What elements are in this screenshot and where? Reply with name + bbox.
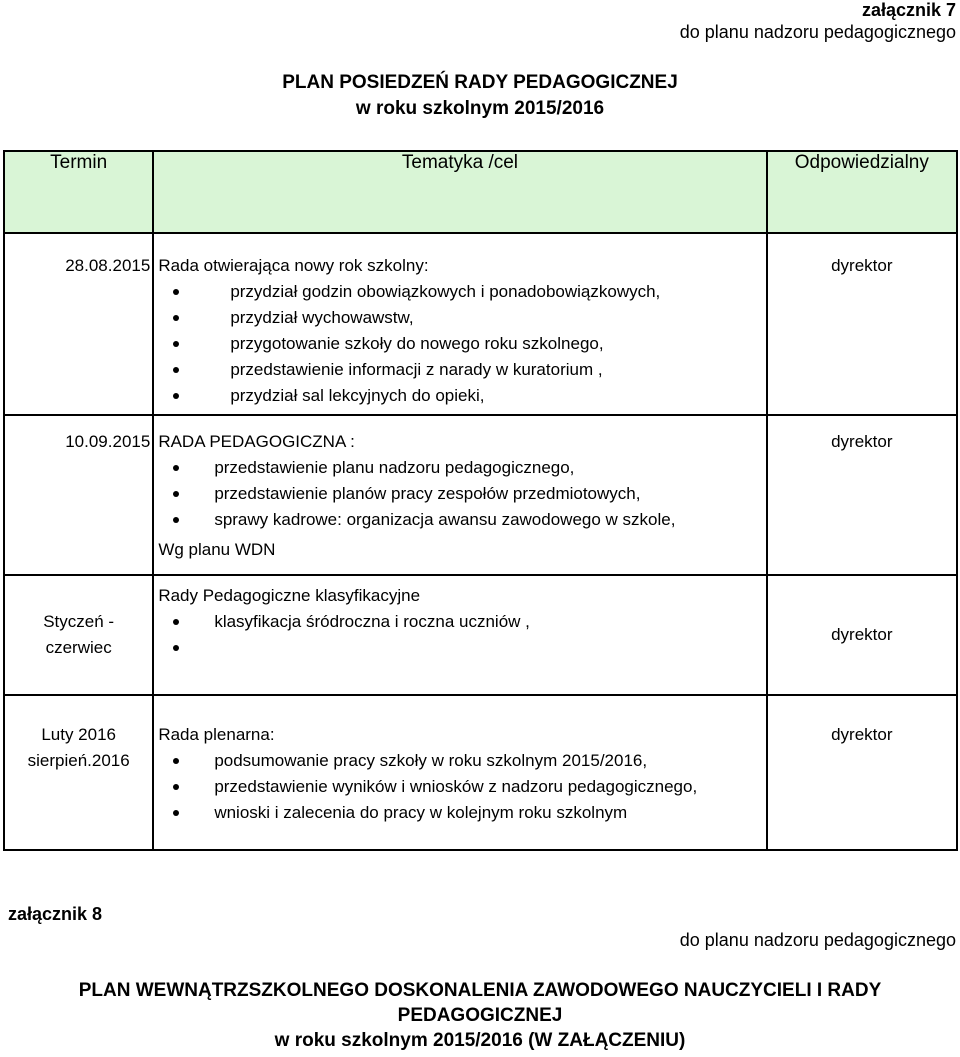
bullet-icon: [173, 367, 179, 373]
bullet-icon: [173, 784, 179, 790]
meetings-table: [3, 150, 958, 851]
bullet-icon: [173, 315, 179, 321]
row-responsible: dyrektor: [831, 432, 893, 451]
bullet-icon: [173, 393, 179, 399]
list-item: przydział wychowawstw,: [158, 305, 765, 331]
bullet-icon: [173, 491, 179, 497]
table-row: [4, 415, 957, 575]
row-date: Styczeń -: [43, 612, 115, 631]
bullet-icon: [173, 619, 179, 625]
annex-8-label: załącznik 8: [8, 904, 103, 924]
table-row: [4, 233, 957, 415]
row-heading: RADA PEDAGOGICZNA :: [158, 432, 355, 451]
list-item: przedstawienie planu nadzoru pedagogicznego,: [158, 455, 765, 481]
page-title: PLAN POSIEDZEŃ RADY PEDAGOGICZNEJ: [282, 72, 678, 93]
row-date: Luty 2016: [41, 725, 116, 744]
list-item: przedstawienie wyników i wniosków z nadzoru pedagogicznego,: [158, 774, 765, 800]
bullet-icon: [173, 758, 179, 764]
list-item: podsumowanie pracy szkoły w roku szkolnym 2015/2016,: [158, 748, 765, 774]
list-item: przydział sal lekcyjnych do opieki,: [158, 383, 765, 409]
row-heading: Rada plenarna:: [158, 725, 275, 744]
second-title: PLAN WEWNĄTRZSZKOLNEGO DOSKONALENIA ZAWODOWEGO NAUCZYCIELI I RADY: [78, 980, 882, 1001]
annex-8-subtitle: do planu nadzoru pedagogicznego: [679, 930, 956, 950]
list-item: wnioski i zalecenia do pracy w kolejnym roku szkolnym: [158, 800, 765, 826]
table-row: [4, 695, 957, 850]
row-date: 10.09.2015: [65, 432, 151, 451]
row-footer: Wg planu WDN: [158, 540, 276, 559]
list-item: przedstawienie planów pracy zespołów przedmiotowych,: [158, 481, 765, 507]
list-item: przydział godzin obowiązkowych i ponadobowiązkowych,: [158, 279, 765, 305]
annex-7-label: załącznik 7: [861, 0, 956, 20]
list-item: klasyfikacja śródroczna i roczna uczniów ,: [158, 609, 765, 635]
header-topic: Tematyka /cel: [153, 151, 766, 233]
second-title-school-year: w roku szkolnym 2015/2016 (W ZAŁĄCZENIU): [274, 1030, 686, 1051]
row-responsible: dyrektor: [831, 725, 893, 744]
row-responsible: dyrektor: [831, 625, 893, 644]
list-item: sprawy kadrowe: organizacja awansu zawodowego w szkole,: [158, 507, 765, 533]
row-responsible: dyrektor: [831, 256, 893, 275]
row-heading: Rady Pedagogiczne klasyfikacyjne: [158, 586, 421, 605]
bullet-icon: [173, 465, 179, 471]
row-heading: Rada otwierająca nowy rok szkolny:: [158, 256, 429, 275]
page-title-school-year: w roku szkolnym 2015/2016: [355, 98, 605, 119]
row-date-end: czerwiec: [45, 638, 112, 657]
list-item: przygotowanie szkoły do nowego roku szkolnego,: [158, 331, 765, 357]
row-date-end: sierpień.2016: [27, 751, 130, 770]
annex-7-subtitle: do planu nadzoru pedagogicznego: [679, 22, 956, 42]
bullet-icon: [173, 341, 179, 347]
header-responsible: Odpowiedzialny: [767, 151, 957, 233]
second-title-line2: PEDAGOGICZNEJ: [397, 1005, 563, 1026]
row-date: 28.08.2015: [65, 256, 151, 275]
list-item: przedstawienie informacji z narady w kuratorium ,: [158, 357, 765, 383]
list-item: [158, 635, 765, 661]
table-row: [4, 575, 957, 695]
bullet-icon: [173, 289, 179, 295]
bullet-icon: [173, 645, 179, 651]
table-header-row: [4, 151, 957, 233]
bullet-icon: [173, 810, 179, 816]
bullet-icon: [173, 517, 179, 523]
header-term: Termin: [4, 151, 153, 233]
